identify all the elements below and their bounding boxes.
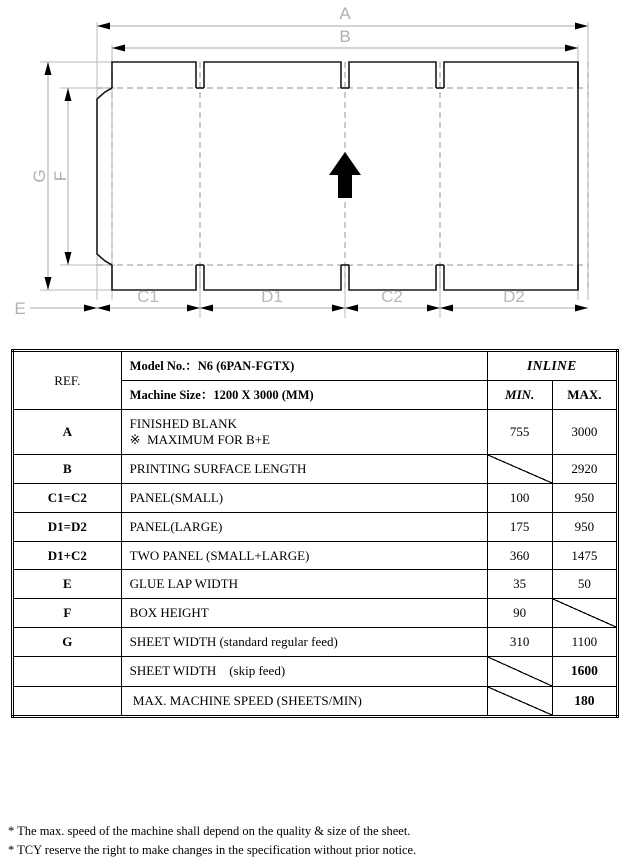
row-description-wrap (122, 410, 487, 454)
row-description-cell (121, 657, 487, 686)
table-row (13, 657, 618, 686)
machine-size-cell (121, 381, 487, 410)
row-description-line1: FINISHED BLANK (129, 416, 237, 432)
row-min-value: 755 (509, 424, 530, 440)
spec-table (11, 349, 619, 718)
row-ref-cell (13, 599, 122, 628)
table-row (13, 483, 618, 512)
model-no-cell (121, 351, 487, 381)
footnotes-block (8, 822, 608, 861)
row-min-value (488, 687, 552, 715)
ref-header-label: REF. (54, 372, 81, 388)
row-max-cell (552, 541, 617, 570)
feed-direction-arrow (329, 152, 361, 198)
row-description-line1: PANEL(SMALL) (129, 489, 224, 505)
dimension-label-E: E (14, 299, 26, 318)
row-max-value: 180 (574, 692, 595, 708)
row-min-value: 90 (513, 605, 527, 621)
row-description-wrap (122, 484, 487, 512)
row-description-cell (121, 628, 487, 657)
row-min-value: 360 (509, 547, 530, 563)
row-max-value: 1600 (570, 663, 598, 679)
blank-outline (97, 62, 578, 290)
row-description-cell (121, 410, 487, 455)
row-description-wrap (122, 687, 487, 715)
table-row (13, 455, 618, 484)
footnote-1: * The max. speed of the machine shall depend on the quality & size of the sheet. (8, 824, 411, 838)
row-min-cell (487, 686, 552, 716)
row-description-cell (121, 455, 487, 484)
row-min-value (488, 657, 552, 685)
row-min-cell (487, 599, 552, 628)
row-max-value: 1100 (571, 634, 598, 650)
row-ref-label: G (62, 634, 73, 650)
min-header-label: MIN. (505, 387, 535, 403)
row-max-cell (552, 483, 617, 512)
table-row (13, 541, 618, 570)
row-ref-label: A (62, 424, 73, 440)
row-max-cell (552, 570, 617, 599)
row-description-wrap (122, 657, 487, 685)
ref-header-cell (13, 351, 122, 410)
row-ref-cell (13, 410, 122, 455)
table-row (13, 570, 618, 599)
row-max-value: 1475 (571, 547, 598, 563)
min-header-cell (487, 381, 552, 410)
inline-header-label: INLINE (526, 358, 577, 373)
dimension-label-A: A (339, 4, 351, 23)
row-ref-cell (13, 541, 122, 570)
row-min-value (488, 455, 552, 483)
row-min-cell (487, 512, 552, 541)
dimension-arrowheads (45, 23, 589, 312)
row-min-cell (487, 483, 552, 512)
row-max-value: 950 (574, 518, 595, 534)
row-max-cell (552, 512, 617, 541)
footnote-2: * TCY reserve the right to make changes in the specification without prior notice. (8, 843, 417, 858)
dimension-label-C2: C2 (381, 287, 403, 306)
dimension-label-D2: D2 (503, 287, 525, 306)
row-max-value: 50 (577, 576, 591, 592)
row-min-cell (487, 541, 552, 570)
row-description-line1: MAX. MACHINE SPEED (SHEETS/MIN) (129, 692, 362, 708)
row-min-cell (487, 455, 552, 484)
diagram-canvas (0, 0, 633, 340)
max-header-cell (552, 381, 617, 410)
row-ref-label: C1=C2 (47, 489, 87, 505)
specification-table (11, 349, 619, 718)
row-ref-label: E (63, 576, 72, 592)
table-row (13, 512, 618, 541)
max-header-label: MAX. (567, 387, 602, 403)
row-description-line1: TWO PANEL (SMALL+LARGE) (129, 547, 310, 563)
row-description-wrap (122, 628, 487, 656)
row-max-value: 2920 (571, 461, 598, 477)
row-description-cell (121, 570, 487, 599)
row-ref-label: D1=D2 (47, 518, 87, 534)
row-max-value (553, 599, 616, 627)
blank-layout-diagram (0, 0, 633, 340)
row-ref-cell (13, 628, 122, 657)
row-description-cell (121, 512, 487, 541)
row-description-line1: PANEL(LARGE) (129, 518, 223, 534)
row-ref-cell (13, 483, 122, 512)
row-min-value: 310 (509, 634, 530, 650)
dimension-lines (30, 26, 588, 308)
row-description-cell (121, 541, 487, 570)
row-min-cell (487, 657, 552, 686)
row-ref-cell (13, 570, 122, 599)
row-description-line1: GLUE LAP WIDTH (129, 576, 238, 592)
table-row (13, 628, 618, 657)
row-max-cell (552, 686, 617, 716)
row-max-value: 3000 (571, 424, 598, 440)
row-ref-label: F (63, 605, 72, 621)
row-description-line1: BOX HEIGHT (129, 605, 209, 621)
dimension-label-C1: C1 (137, 287, 159, 306)
table-row (13, 599, 618, 628)
dimension-label-G: G (30, 169, 49, 183)
row-description-wrap (122, 599, 487, 627)
row-min-value: 100 (509, 489, 530, 505)
row-ref-cell (13, 686, 122, 716)
row-description-cell (121, 483, 487, 512)
row-description-line1: SHEET WIDTH (skip feed) (129, 663, 286, 679)
row-ref-cell (13, 512, 122, 541)
row-description-cell (121, 686, 487, 716)
row-description-wrap (122, 455, 487, 483)
row-min-cell (487, 410, 552, 455)
row-ref-label: B (63, 461, 72, 477)
row-max-cell (552, 599, 617, 628)
inline-header-cell (487, 351, 617, 381)
witness-lines (40, 22, 588, 318)
row-min-value: 35 (513, 576, 527, 592)
table-row (13, 686, 618, 716)
row-max-cell (552, 455, 617, 484)
row-min-cell (487, 570, 552, 599)
row-ref-label: D1+C2 (47, 547, 87, 563)
row-ref-cell (13, 657, 122, 686)
row-description-line2: ※ MAXIMUM FOR B+E (129, 432, 270, 448)
row-description-cell (121, 599, 487, 628)
dimension-label-D1: D1 (261, 287, 283, 306)
table-header-row-1 (13, 351, 618, 381)
dimension-label-F: F (51, 170, 70, 182)
row-max-cell (552, 657, 617, 686)
table-row (13, 410, 618, 455)
row-min-value: 175 (509, 518, 530, 534)
dimension-label-B: B (339, 27, 351, 46)
row-ref-label (14, 665, 121, 677)
row-description-wrap (122, 570, 487, 598)
row-max-cell (552, 410, 617, 455)
row-ref-cell (13, 455, 122, 484)
row-ref-label (14, 695, 121, 707)
row-description-wrap (122, 513, 487, 541)
machine-size-label: Machine Size：1200 X 3000 (MM) (129, 387, 314, 402)
spec-table-body (13, 351, 618, 717)
row-description-line1: PRINTING SURFACE LENGTH (129, 461, 307, 477)
model-no-label: Model No.：N6 (6PAN-FGTX) (129, 358, 295, 373)
row-description-line1: SHEET WIDTH (standard regular feed) (129, 634, 338, 650)
row-min-cell (487, 628, 552, 657)
row-max-cell (552, 628, 617, 657)
row-description-wrap (122, 542, 487, 570)
row-max-value: 950 (574, 489, 595, 505)
